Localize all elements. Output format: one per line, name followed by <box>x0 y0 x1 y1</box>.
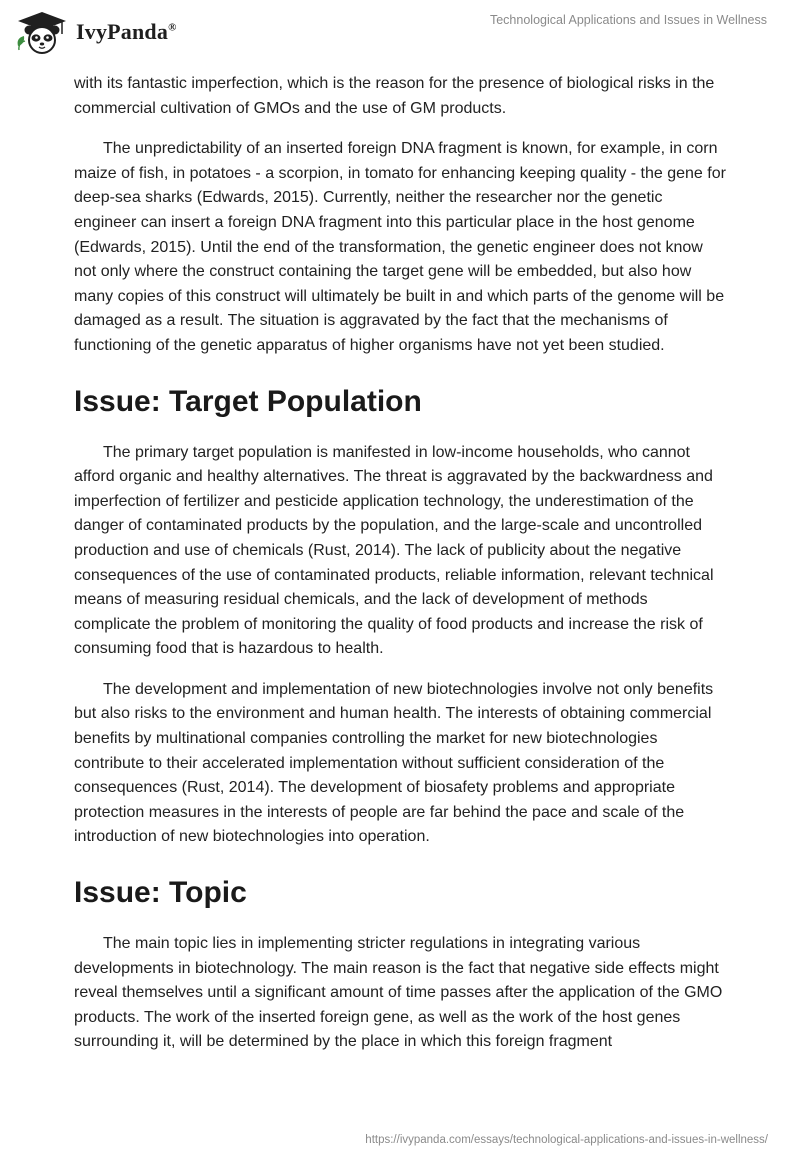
page-header <box>0 0 800 66</box>
essay-content <box>74 72 726 1071</box>
heading-topic: Issue: Topic <box>74 876 247 910</box>
brand-name: IvyPanda® <box>76 19 177 44</box>
source-url[interactable]: https://ivypanda.com/essays/technological-applications-and-issues-in-wellness/ <box>365 1134 768 1146</box>
site-logo[interactable] <box>14 10 177 54</box>
paragraph-target-population: The primary target population is manifested in low-income households, who cannot afford organic and healthy alternatives. The threat is aggravated by the backwardness and imperfection of fertilizer and pesticide application technology, the underestimation of the danger of contaminated products by the population, and the large-scale and uncontrolled production and use of chemicals (Rust, 2014). The lack of publicity about the negative consequences of the use of contaminated products, reliable information, relevant technical means of measuring residual chemicals, and the lack of development of methods complicate the problem of monitoring the quality of food products and increase the risk of consuming food that is hazardous to health. <box>74 443 714 658</box>
document-title: Technological Applications and Issues in Wellness <box>489 13 767 27</box>
paragraph-continued: with its fantastic imperfection, which is the reason for the presence of biological risks in the commercial cultivation of GMOs and the use of GM products. <box>74 75 715 117</box>
paragraph-biotech-risks: The development and implementation of new biotechnologies involve not only benefits but also risks to the environment and human health. The interests of obtaining commercial benefits by multinational companies controlling the market for new biotechnologies contribute to their accelerated implementation without sufficient consideration of the consequences (Rust, 2014). The development of biosafety problems and appropriate protection measures in the interests of people are far behind the pace and scale of the introduction of new biotechnologies into operation. <box>74 680 714 846</box>
paragraph-topic: The main topic lies in implementing stricter regulations in integrating various developments in biotechnology. The main reason is the fact that negative side effects might reveal themselves until a significant amount of time passes after the application of the GMO products. The work of the inserted foreign gene, as well as the work of the host genes surrounding it, will be determined by the place in which this foreign fragment <box>74 935 723 1051</box>
paragraph-unpredictability: The unpredictability of an inserted foreign DNA fragment is known, for example, in corn maize of fish, in potatoes - a scorpion, in tomato for enhancing keeping quality - the gene for deep-sea sharks (Edwards, 2015). Currently, neither the researcher nor the genetic engineer can insert a foreign DNA fragment into this particular place in the host genome (Edwards, 2015). Until the end of the transformation, the genetic engineer does not know not only where the construct containing the target gene will be embedded, but also how many copies of this construct will ultimately be built in and which parts of the genome will be damaged as a result. The situation is aggravated by the fact that the mechanisms of functioning of the genetic apparatus of higher organisms have not yet been studied. <box>74 140 726 354</box>
panda-graduate-logo-icon <box>14 10 70 54</box>
heading-target-population: Issue: Target Population <box>74 384 422 418</box>
